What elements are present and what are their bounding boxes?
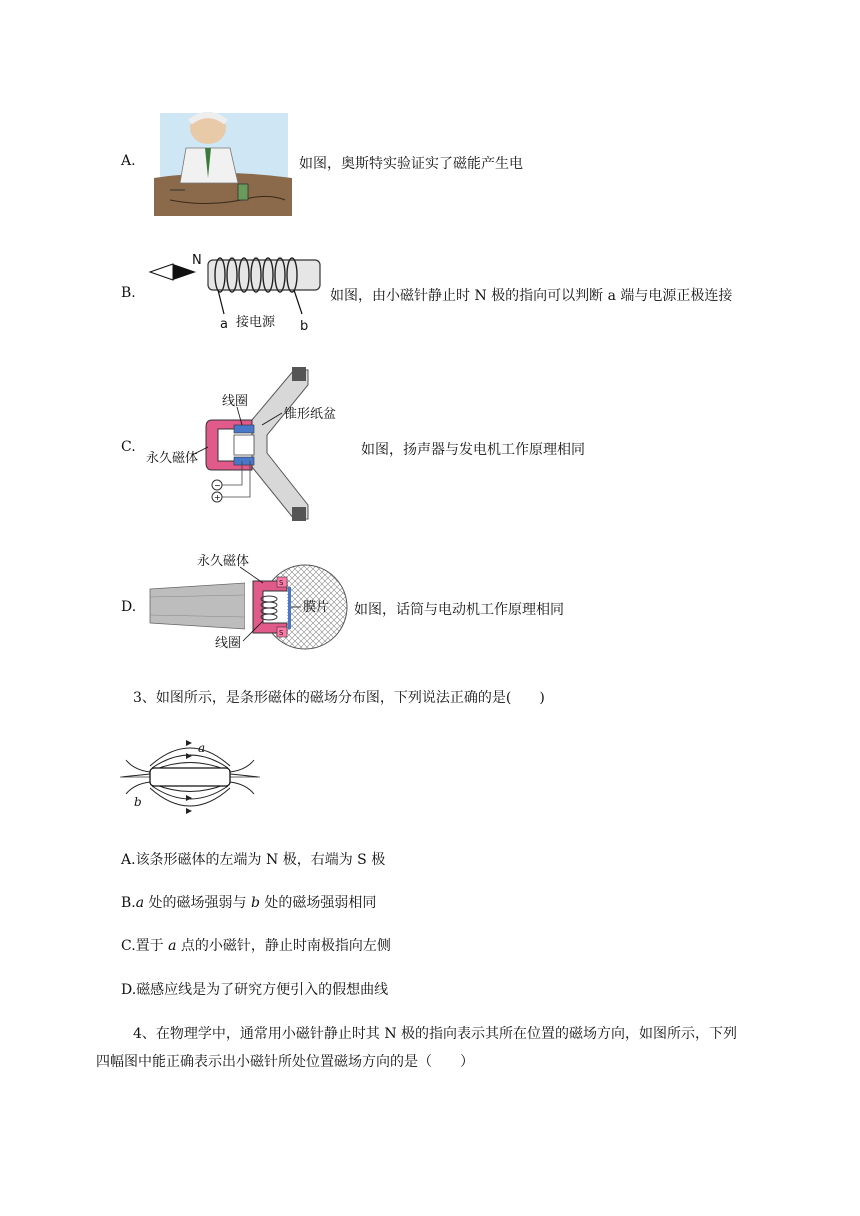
terminal-b-label: b xyxy=(300,319,309,334)
bar-magnet xyxy=(150,768,230,786)
microphone-figure xyxy=(145,551,350,653)
point-b-label: b xyxy=(134,795,142,809)
solenoid-compass-figure xyxy=(148,252,328,337)
option-a-text: 如图，奥斯特实验证实了磁能产生电 xyxy=(299,156,523,172)
option-a-letter: A. xyxy=(121,153,136,169)
q3-option-c-letter: C. xyxy=(121,938,136,954)
s-pole-bottom: S xyxy=(279,629,284,637)
cone-label: 锥形纸盆 xyxy=(284,407,337,422)
membrane-label: 膜片 xyxy=(303,600,330,615)
option-b-letter: B. xyxy=(121,285,136,301)
minus-terminal: − xyxy=(214,481,221,490)
terminal-a-label: a xyxy=(220,317,228,332)
magnet-label: 永久磁体 xyxy=(146,451,199,466)
q3-option-b-var-b: b xyxy=(251,895,260,911)
microphone-handle xyxy=(150,583,245,629)
q3-option-b-post: 处的磁场强弱相同 xyxy=(259,895,377,911)
q3-option-d xyxy=(121,979,388,999)
option-d-text: 如图，话筒与电动机工作原理相同 xyxy=(354,602,564,618)
speaker-cone xyxy=(252,370,308,519)
q4-line-2: 四幅图中能正确表示出小磁针所处位置磁场方向的是（ ） xyxy=(96,1054,474,1070)
q3-option-c-post: 点的小磁针，静止时南极指向左侧 xyxy=(176,938,391,954)
mic-coil-label: 线圈 xyxy=(215,636,242,651)
s-pole-top: S xyxy=(279,579,284,587)
q3-option-c-var-a: a xyxy=(168,938,177,954)
q3-option-b-letter: B. xyxy=(121,895,136,911)
q3-option-a xyxy=(121,849,385,869)
q3-option-a-letter: A. xyxy=(121,852,136,868)
q3-stem: 3、如图所示，是条形磁体的磁场分布图，下列说法正确的是( ) xyxy=(133,690,545,706)
q3-option-b-mid: 处的磁场强弱与 xyxy=(144,895,252,911)
q3-option-c xyxy=(121,935,391,955)
point-a-label: a xyxy=(198,741,206,755)
option-d-letter: D. xyxy=(121,599,137,615)
q3-option-b xyxy=(121,892,376,912)
q3-option-d-text: 磁感应线是为了研究方便引入的假想曲线 xyxy=(136,982,389,998)
q3-option-a-text: 该条形磁体的左端为 N 极，右端为 S 极 xyxy=(135,852,386,868)
q3-option-c-pre: 置于 xyxy=(135,938,169,954)
q3-option-b-var-a: a xyxy=(135,895,145,911)
oersted-experiment-figure xyxy=(150,108,295,220)
bar-magnet-field-figure xyxy=(120,730,260,825)
loudspeaker-figure xyxy=(142,365,342,525)
q3-option-d-letter: D. xyxy=(121,982,137,998)
compass-needle-south xyxy=(150,264,173,280)
option-b-text: 如图，由小磁针静止时 N 极的指向可以判断 a 端与电源正极连接 xyxy=(330,288,733,304)
plus-terminal: + xyxy=(214,493,221,502)
option-c-text: 如图，扬声器与发电机工作原理相同 xyxy=(361,442,585,458)
q4-line-1: 4、在物理学中，通常用小磁针静止时其 N 极的指向表示其所在位置的磁场方向，如图所示，下列 xyxy=(133,1026,738,1042)
option-c-letter: C. xyxy=(121,439,136,455)
power-label: 接电源 xyxy=(236,315,276,330)
coil-label: 线圈 xyxy=(222,394,249,409)
mic-magnet-label: 永久磁体 xyxy=(197,554,250,569)
compass-n-label: N xyxy=(192,253,202,268)
